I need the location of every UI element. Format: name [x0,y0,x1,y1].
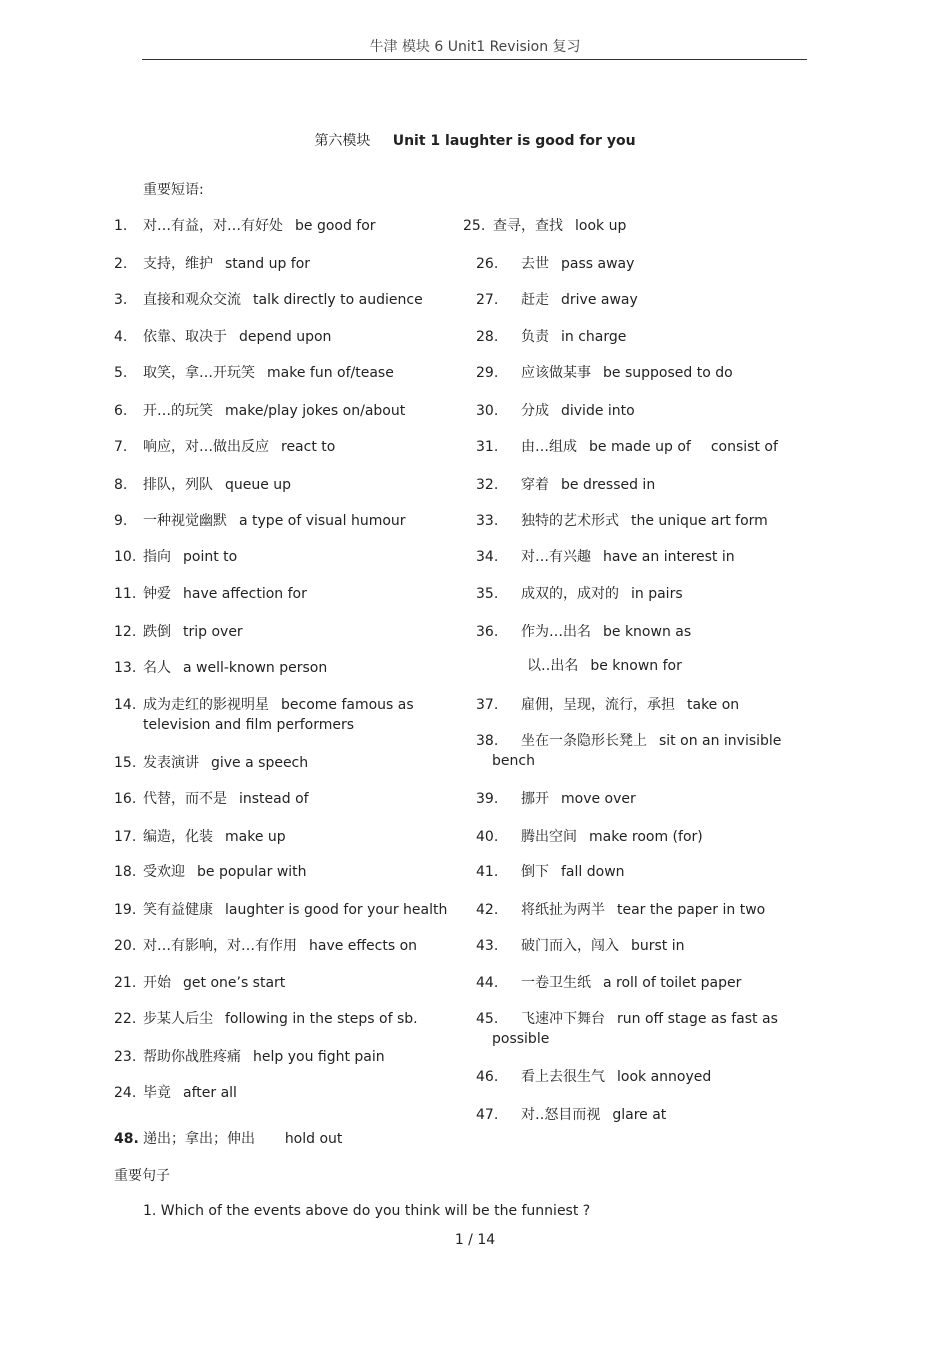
item-english: after all [183,1085,237,1101]
item-chinese: 看上去很生气 [521,1069,605,1085]
item-chinese: 独特的艺术形式 [521,513,619,529]
list-item [476,827,703,847]
item-chinese: 对‥怒目而视 [521,1107,601,1123]
list-item [114,216,376,236]
item-number: 25. [463,218,486,234]
item-chinese: 排队，列队 [143,477,213,493]
item-chinese: 破门而入，闯入 [521,938,619,954]
section-sentences-heading: 重要句子 [114,1168,170,1184]
item-english: queue up [225,477,292,493]
list-item [114,475,291,495]
item-english: make up [225,829,286,845]
list-item [114,584,307,604]
item-number: 14. [114,697,137,713]
item-chinese: 挪开 [521,791,549,807]
item-chinese: 分成 [521,403,549,419]
item-chinese: 响应，对…做出反应 [143,439,269,455]
item-chinese: 跌倒 [143,624,171,640]
list-item [476,290,638,310]
item-chinese: 步某人后尘 [143,1011,213,1027]
item-chinese: 指向 [143,549,171,565]
item-number: 46. [476,1069,499,1085]
item-chinese: 依靠、取决于 [143,329,227,345]
item-chinese: 将纸扯为两半 [521,902,605,918]
sentence-1: 1. Which of the events above do you think will be the funniest ? [143,1203,591,1219]
item-english: make room (for) [589,829,703,845]
item-number: 36. [476,624,499,640]
item-english: make/play jokes on/about [225,403,406,419]
item-chinese: 笑有益健康 [143,902,213,918]
item-english: make fun of/tease [267,365,394,381]
item-chinese: 受欢迎 [143,864,185,880]
list-item [114,401,405,421]
item-chinese: 名人 [143,660,171,676]
item-english: run off stage as fast as [617,1011,778,1027]
item-number: 19. [114,902,137,918]
item-english: be good for [295,218,376,234]
list-item [114,1047,385,1067]
list-item [476,731,781,771]
item-number: 29. [476,365,499,381]
item-chinese: 应该做某事 [521,365,591,381]
list-item [476,900,765,920]
item-number: 47. [476,1107,499,1123]
item-number: 40. [476,829,499,845]
item-number: 21. [114,975,137,991]
item-english: trip over [183,624,243,640]
list-item [476,862,625,882]
item-chinese: 作为…出名 [521,624,591,640]
item-chinese: 开…的玩笑 [143,403,213,419]
list-item [114,1083,237,1103]
item-number: 11. [114,586,137,602]
list-item [476,437,778,457]
item-english: have effects on [309,938,418,954]
item-number: 45. [476,1011,499,1027]
item-chinese: 成双的，成对的 [521,586,619,602]
item-chinese: 毕竟 [143,1085,171,1101]
item-number: 6. [114,403,128,419]
item-number: 30. [476,403,499,419]
item-number: 13. [114,660,137,676]
item-english: following in the steps of sb. [225,1011,418,1027]
list-item [476,1067,711,1087]
item-english: drive away [561,292,638,308]
list-item [114,622,243,642]
list-item [114,753,308,773]
item-chinese: 对…有兴趣 [521,549,591,565]
list-item [476,1105,666,1125]
list-item [114,290,423,310]
item-english: a type of visual humour [239,513,406,529]
list-item [114,973,285,993]
item-english: stand up for [225,256,311,272]
item-number: 16. [114,791,137,807]
item-english: talk directly to audience [253,292,423,308]
item-english: be known for [590,658,682,674]
item-english: be popular with [197,864,307,880]
item-english: instead of [239,791,309,807]
item-english: have affection for [183,586,307,602]
item-english: sit on an invisible [659,733,782,749]
item-chinese: 发表演讲 [143,755,199,771]
item-number: 41. [476,864,499,880]
item-chinese: 编造，化装 [143,829,213,845]
item-english: depend upon [239,329,332,345]
item-number: 39. [476,791,499,807]
item-english: fall down [561,864,625,880]
item-chinese: 钟爱 [143,586,171,602]
item-chinese: 开始 [143,975,171,991]
item-number: 15. [114,755,137,771]
list-item [114,862,307,882]
item-english: be dressed in [561,477,656,493]
item-english: burst in [631,938,685,954]
list-item [476,584,683,604]
title-en: Unit 1 laughter is good for you [392,133,636,149]
item-english-alt: consist of [710,439,778,455]
item-number: 20. [114,938,137,954]
item-chinese: 一卷卫生纸 [521,975,591,991]
item-chinese: 以‥出名 [527,658,579,674]
page-title [0,130,950,150]
item-number: 34. [476,549,499,565]
list-item [114,789,309,809]
item-number: 8. [114,477,128,493]
item-number: 32. [476,477,499,493]
item-chinese: 递出；拿出；伸出 [143,1131,255,1147]
list-item [476,475,655,495]
item-english: hold out [284,1131,343,1147]
list-item [476,327,626,347]
item-chinese: 对…有影响，对…有作用 [143,938,297,954]
item-english: laughter is good for your health [225,902,448,918]
page-header: 牛津 模块 6 Unit1 Revision 复习 [369,39,581,55]
list-item [114,695,459,735]
item-number: 10. [114,549,137,565]
item-english: point to [183,549,238,565]
list-item [476,511,768,531]
list-item [527,656,682,676]
item-english: look annoyed [617,1069,712,1085]
item-chinese: 对…有益，对…有好处 [143,218,283,234]
item-number: 31. [476,439,499,455]
item-chinese: 倒下 [521,864,549,880]
item-number: 18. [114,864,137,880]
item-chinese: 成为走红的影视明星 [143,697,269,713]
item-number: 2. [114,256,128,272]
item-chinese: 去世 [521,256,549,272]
item-english: react to [281,439,336,455]
item-chinese: 代替，而不是 [143,791,227,807]
list-item-48 [114,1129,342,1149]
item-number: 1. [114,218,128,234]
item-english-continued: television and film performers [143,717,354,733]
list-item [114,827,286,847]
item-english: help you fight pain [253,1049,385,1065]
item-chinese: 赶走 [521,292,549,308]
list-item [114,658,327,678]
page-number: 1 / 14 [454,1232,496,1248]
item-english: divide into [561,403,635,419]
title-cn: 第六模块 [314,133,371,149]
item-english: a well-known person [183,660,328,676]
item-chinese: 穿着 [521,477,549,493]
item-english: pass away [561,256,635,272]
item-number: 27. [476,292,499,308]
item-number: 4. [114,329,128,345]
item-english: be made up of [589,439,691,455]
header-divider [142,59,807,60]
item-chinese: 负责 [521,329,549,345]
item-number: 3. [114,292,128,308]
item-chinese: 坐在一条隐形长凳上 [521,733,647,749]
item-english: look up [575,218,627,234]
list-item [463,216,626,236]
list-item [114,547,237,567]
item-number: 33. [476,513,499,529]
list-item [476,622,691,642]
item-english: become famous as [281,697,414,713]
item-number: 35. [476,586,499,602]
list-item [476,1009,778,1049]
item-chinese: 飞速冲下舞台 [521,1011,605,1027]
item-english: get one’s start [183,975,286,991]
item-chinese: 取笑，拿…开玩笑 [143,365,255,381]
item-number: 44. [476,975,499,991]
item-chinese: 查寻，查找 [493,218,563,234]
item-number: 22. [114,1011,137,1027]
item-number: 24. [114,1085,137,1101]
item-number: 9. [114,513,128,529]
list-item [114,363,394,383]
item-number: 17. [114,829,137,845]
list-item [476,973,741,993]
item-number: 7. [114,439,128,455]
item-english-continued: possible [492,1031,550,1047]
item-english: glare at [612,1107,667,1123]
list-item [476,695,739,715]
item-chinese: 雇佣，呈现，流行，承担 [521,697,675,713]
item-english: tear the paper in two [617,902,766,918]
item-english: a roll of toilet paper [603,975,742,991]
item-chinese: 腾出空间 [521,829,577,845]
list-item [114,936,417,956]
list-item [114,511,406,531]
item-chinese: 直接和观众交流 [143,292,241,308]
item-chinese: 由…组成 [521,439,577,455]
list-item [476,401,635,421]
list-item [114,900,447,920]
item-chinese: 帮助你战胜疼痛 [143,1049,241,1065]
list-item [114,1009,418,1029]
list-item [476,363,733,383]
list-item [114,254,310,274]
item-number: 43. [476,938,499,954]
list-item [476,547,735,567]
list-item [114,327,331,347]
item-number: 48. [114,1131,139,1147]
item-number: 23. [114,1049,137,1065]
item-chinese: 支持，维护 [143,256,213,272]
list-item [476,789,636,809]
item-number: 26. [476,256,499,272]
item-english-continued: bench [492,753,535,769]
section-phrases-heading: 重要短语: [143,182,204,198]
item-number: 42. [476,902,499,918]
item-number: 28. [476,329,499,345]
list-item [476,254,634,274]
list-item [476,936,685,956]
item-english: give a speech [211,755,309,771]
item-english: in pairs [631,586,683,602]
item-english: in charge [561,329,627,345]
item-english: be supposed to do [603,365,733,381]
item-number: 12. [114,624,137,640]
item-number: 38. [476,733,499,749]
list-item [114,437,335,457]
item-chinese: 一种视觉幽默 [143,513,227,529]
item-number: 5. [114,365,128,381]
item-english: move over [561,791,636,807]
item-number: 37. [476,697,499,713]
item-english: the unique art form [631,513,768,529]
item-english: have an interest in [603,549,735,565]
item-english: be known as [603,624,692,640]
item-english: take on [687,697,740,713]
